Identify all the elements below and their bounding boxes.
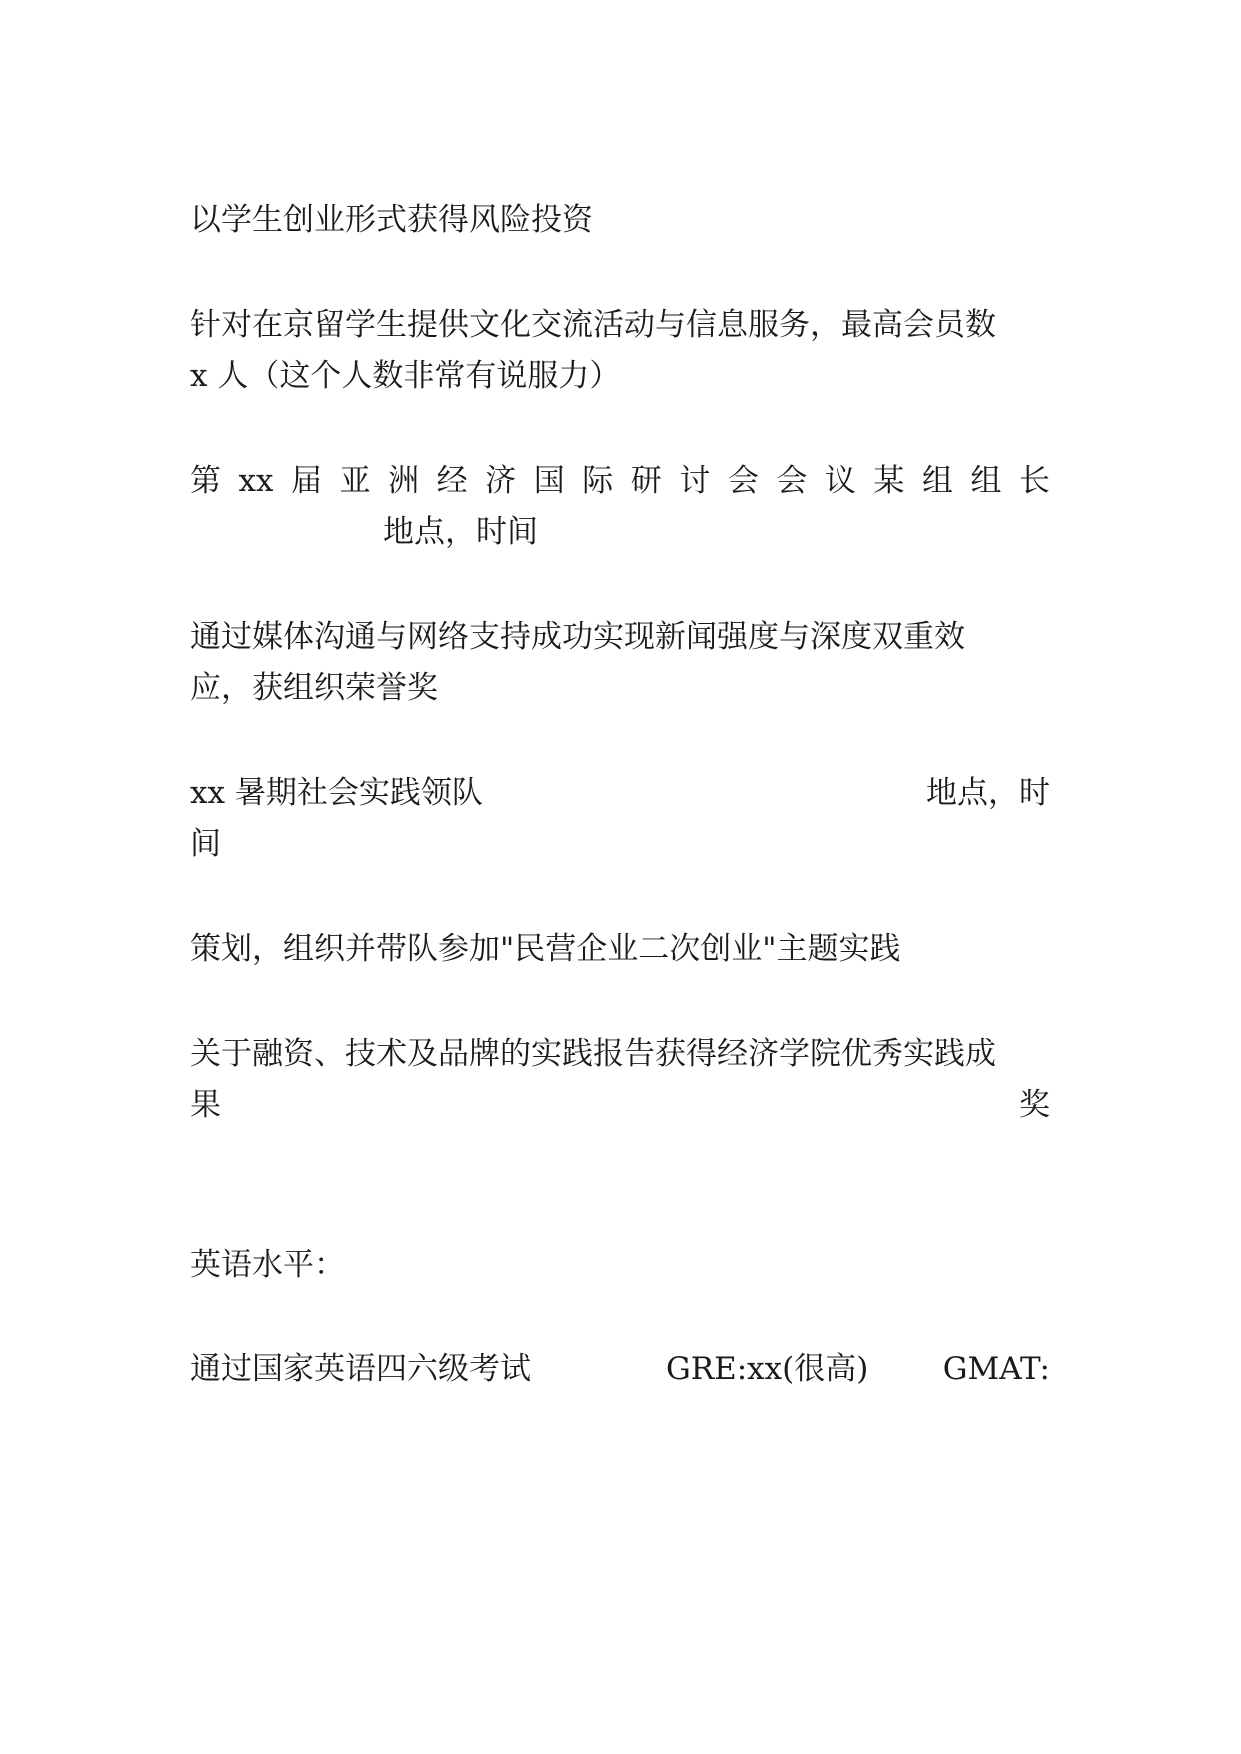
conference-char: 国 — [533, 463, 565, 499]
conference-char: 会 — [776, 463, 808, 499]
paragraph-report-line2 — [190, 1085, 1050, 1125]
report-line2-right: 奖 — [1019, 1087, 1050, 1123]
conference-char: 组 — [970, 463, 1002, 499]
summer-practice-location: 地点，时 — [926, 775, 1050, 811]
conference-char: 议 — [824, 463, 856, 499]
paragraph-report-line1: 关于融资、技术及品牌的实践报告获得经济学院优秀实践成 — [190, 1036, 996, 1072]
conference-char: 研 — [630, 463, 662, 499]
paragraph-conference-location: 地点，时间 — [383, 514, 538, 550]
conference-char: 第 — [190, 463, 221, 499]
paragraph-student-services-line1: 针对在京留学生提供文化交流活动与信息服务，最高会员数 — [190, 307, 996, 343]
conference-char: 会 — [727, 463, 759, 499]
paragraph-student-services-line2: x 人（这个人数非常有说服力） — [190, 358, 621, 394]
paragraph-venture-capital: 以学生创业形式获得风险投资 — [190, 202, 593, 238]
conference-char: 讨 — [679, 463, 711, 499]
conference-char: 际 — [582, 463, 614, 499]
english-gre: GRE:xx(很高) — [666, 1351, 869, 1387]
conference-char: 长 — [1019, 463, 1050, 499]
conference-char: 经 — [436, 463, 468, 499]
paragraph-summer-practice-line2: 间 — [190, 826, 221, 862]
conference-char: 济 — [485, 463, 517, 499]
english-cet: 通过国家英语四六级考试 — [190, 1351, 531, 1387]
english-gmat: GMAT: — [942, 1351, 1050, 1387]
conference-char: 届 — [291, 463, 323, 499]
paragraph-summer-practice-line1 — [190, 773, 1050, 813]
paragraph-media-line1: 通过媒体沟通与网络支持成功实现新闻强度与深度双重效 — [190, 619, 965, 655]
conference-char: xx — [238, 463, 274, 499]
paragraph-conference-line1 — [190, 461, 1050, 501]
conference-char: 某 — [873, 463, 905, 499]
paragraph-planning: 策划，组织并带队参加"民营企业二次创业"主题实践 — [190, 931, 901, 967]
conference-char: 组 — [921, 463, 953, 499]
summer-practice-title: xx 暑期社会实践领队 — [190, 775, 483, 811]
paragraph-media-line2: 应，获组织荣誉奖 — [190, 670, 438, 706]
conference-char: 亚 — [339, 463, 371, 499]
section-heading-english: 英语水平： — [190, 1247, 345, 1283]
conference-char: 洲 — [388, 463, 420, 499]
report-line2-left: 果 — [190, 1087, 221, 1123]
